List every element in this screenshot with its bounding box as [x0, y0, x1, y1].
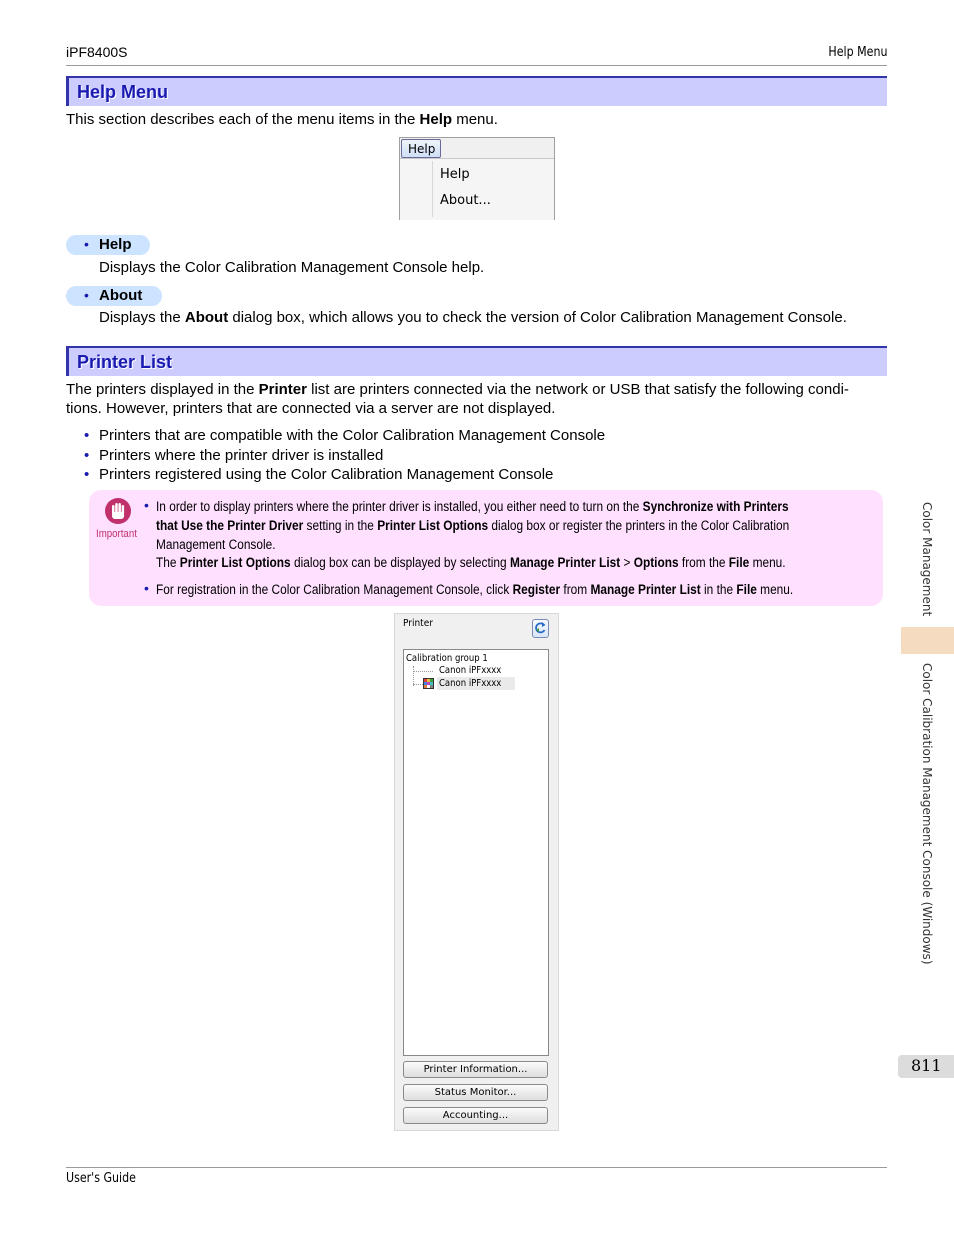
printer-panel-screenshot	[394, 613, 559, 1131]
list-item-text: Printers where the printer driver is installed	[99, 447, 384, 464]
about-description: Displays the About dialog box, which allows you to check the version of Color Calibration Management Console.	[99, 309, 847, 326]
color-grid-icon	[423, 678, 434, 689]
term-about: • About	[66, 286, 162, 306]
important-hand-icon	[104, 497, 132, 525]
sidebar-chapter: Color Management	[920, 502, 934, 617]
list-item	[84, 446, 89, 465]
bullet-icon: •	[84, 427, 90, 444]
sidebar-tab	[901, 627, 954, 654]
bullet-icon: •	[84, 236, 89, 252]
help-menu-screenshot	[399, 137, 555, 220]
note-1-line-1: In order to display printers where the printer driver is installed, you either need to turn on the Synchronize with Printers	[156, 499, 789, 514]
refresh-button[interactable]	[532, 619, 549, 638]
printer-information-button[interactable]: Printer Information...	[403, 1061, 548, 1078]
note-2: For registration in the Color Calibration Management Console, click Register from Manage Printer List in the File menu.	[156, 582, 794, 597]
tree-group[interactable]: Calibration group 1	[406, 653, 488, 664]
footer-divider	[66, 1167, 887, 1168]
bullet-icon: •	[144, 497, 149, 513]
bullet-icon: •	[84, 287, 89, 303]
list-item-text: Printers that are compatible with the Color Calibration Management Console	[99, 427, 606, 444]
tree-printer[interactable]: Canon iPFxxxx	[439, 665, 502, 676]
section-title: Printer List	[77, 352, 173, 372]
note-1-line-2: that Use the Printer Driver setting in the Printer List Options dialog box or register the printers in the Color Calibration	[156, 518, 790, 533]
printer-intro-line2: tions. However, printers that are connected via a server are not displayed.	[66, 400, 556, 417]
menu-dropdown	[400, 158, 554, 220]
menu-item-about[interactable]: About...	[440, 193, 491, 208]
header-section: Help Menu	[827, 45, 887, 60]
important-note	[89, 490, 883, 606]
note-1-line-3: Management Console.	[156, 537, 276, 552]
bullet-icon: •	[144, 580, 149, 596]
term-help: • Help	[66, 235, 150, 255]
accounting-button[interactable]: Accounting...	[403, 1107, 548, 1124]
bullet-icon: •	[84, 466, 90, 483]
sidebar-subchapter: Color Calibration Management Console (Windows)	[920, 663, 934, 965]
page-number-box	[898, 1055, 954, 1078]
header-model: iPF8400S	[66, 44, 128, 60]
printer-tree	[403, 649, 549, 1056]
status-monitor-button[interactable]: Status Monitor...	[403, 1084, 548, 1101]
list-item	[84, 426, 89, 445]
help-intro: This section describes each of the menu items in the Help menu.	[66, 111, 498, 128]
bullet-icon: •	[84, 447, 90, 464]
header-divider	[66, 65, 887, 66]
important-label: Important	[96, 528, 137, 540]
tree-printer[interactable]: Canon iPFxxxx	[439, 678, 502, 689]
page-number: 811	[911, 1056, 942, 1075]
section-heading-printer-list	[66, 346, 887, 376]
footer-guide: User's Guide	[66, 1171, 136, 1186]
menu-title-button[interactable]: Help	[401, 139, 441, 158]
list-item-text: Printers registered using the Color Calibration Management Console	[99, 466, 554, 483]
menu-item-help[interactable]: Help	[440, 167, 470, 182]
section-heading-help-menu	[66, 76, 887, 106]
refresh-icon	[533, 620, 548, 637]
printer-intro-line1: The printers displayed in the Printer list are printers connected via the network or USB that satisfy the following condi-	[66, 381, 849, 398]
section-title: Help Menu	[77, 82, 169, 102]
list-item	[84, 465, 89, 484]
printer-label: Printer	[403, 618, 433, 629]
note-1-line-4: The Printer List Options dialog box can be displayed by selecting Manage Printer List > Options from the File menu.	[156, 555, 786, 570]
help-description: Displays the Color Calibration Management Console help.	[99, 259, 485, 276]
